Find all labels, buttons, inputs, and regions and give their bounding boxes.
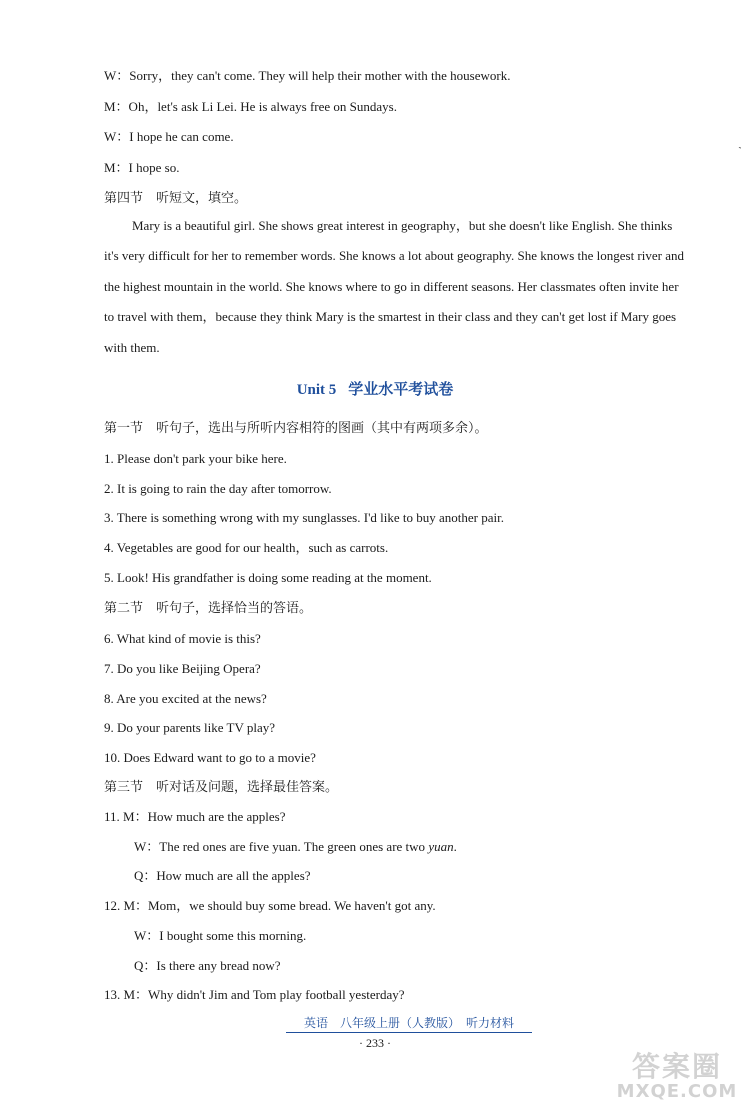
dialogue-line bbox=[134, 839, 457, 855]
question-item: 12. M：Mom，we should buy some bread. We haven't got any. bbox=[104, 898, 436, 913]
question-item: 10. Does Edward want to go to a movie? bbox=[104, 750, 316, 765]
section-heading: 第二节 听句子，选择恰当的答语。 bbox=[104, 600, 313, 615]
watermark-en: MXQE.COM bbox=[616, 1081, 738, 1102]
question-item: 4. Vegetables are good for our health，such as carrots. bbox=[104, 540, 389, 555]
section-heading: 第四节 听短文，填空。 bbox=[104, 190, 248, 205]
dialogue-line: M：Oh，let's ask Li Lei. He is always free on Sundays. bbox=[104, 99, 397, 114]
question-item: 8. Are you excited at the news? bbox=[104, 691, 267, 706]
dialogue-line: W：I hope he can come. bbox=[104, 129, 234, 144]
unit-title bbox=[0, 378, 750, 399]
passage-line: the highest mountain in the world. She knows where to go in different seasons. Her classmates often invite her bbox=[104, 279, 679, 294]
question-line: Q：Is there any bread now? bbox=[134, 958, 281, 973]
passage-line: Mary is a beautiful girl. She shows great interest in geography，but she doesn't like English. She thinks bbox=[132, 218, 673, 233]
question-line: Q：How much are all the apples? bbox=[134, 868, 311, 883]
question-item: 5. Look! His grandfather is doing some reading at the moment. bbox=[104, 570, 432, 585]
passage-line: with them. bbox=[104, 340, 160, 355]
dialogue-line: M：I hope so. bbox=[104, 160, 180, 175]
dialogue-text: . bbox=[453, 839, 457, 854]
passage-line: to travel with them，because they think Mary is the smartest in their class and they can't get lost if Mary goes bbox=[104, 309, 677, 324]
question-item: 7. Do you like Beijing Opera? bbox=[104, 661, 261, 676]
unit-name: 学业水平考试卷 bbox=[348, 382, 454, 398]
question-item: 1. Please don't park your bike here. bbox=[104, 451, 287, 466]
section-heading: 第一节 听句子，选出与所听内容相符的图画（其中有两项多余）。 bbox=[104, 420, 488, 435]
margin-mark: ˺ bbox=[738, 146, 742, 157]
question-item: 2. It is going to rain the day after tomorrow. bbox=[104, 481, 332, 496]
book-footer: 英语 八年级上册（人教版） 听力材料 bbox=[286, 1014, 532, 1033]
section-heading: 第三节 听对话及问题，选择最佳答案。 bbox=[104, 779, 339, 794]
question-item: 11. M：How much are the apples? bbox=[104, 809, 286, 824]
dialogue-text: W：The red ones are five yuan. The green ones are two bbox=[134, 839, 429, 854]
dialogue-italic: yuan bbox=[428, 839, 454, 854]
question-item: 6. What kind of movie is this? bbox=[104, 631, 261, 646]
question-item: 3. There is something wrong with my sunglasses. I'd like to buy another pair. bbox=[104, 510, 504, 525]
passage-line: it's very difficult for her to remember words. She knows a lot about geography. She knows the longest river and bbox=[104, 248, 684, 263]
question-item: 13. M：Why didn't Jim and Tom play football yesterday? bbox=[104, 987, 405, 1002]
watermark-cn: 答案圈 bbox=[631, 1050, 722, 1083]
page-number: · 233 · bbox=[359, 1036, 391, 1050]
watermark-logo bbox=[612, 1052, 742, 1108]
dialogue-line: W：I bought some this morning. bbox=[134, 928, 307, 943]
question-item: 9. Do your parents like TV play? bbox=[104, 720, 276, 735]
dialogue-line: W：Sorry，they can't come. They will help their mother with the housework. bbox=[104, 68, 511, 83]
unit-number: Unit 5 bbox=[296, 382, 337, 398]
